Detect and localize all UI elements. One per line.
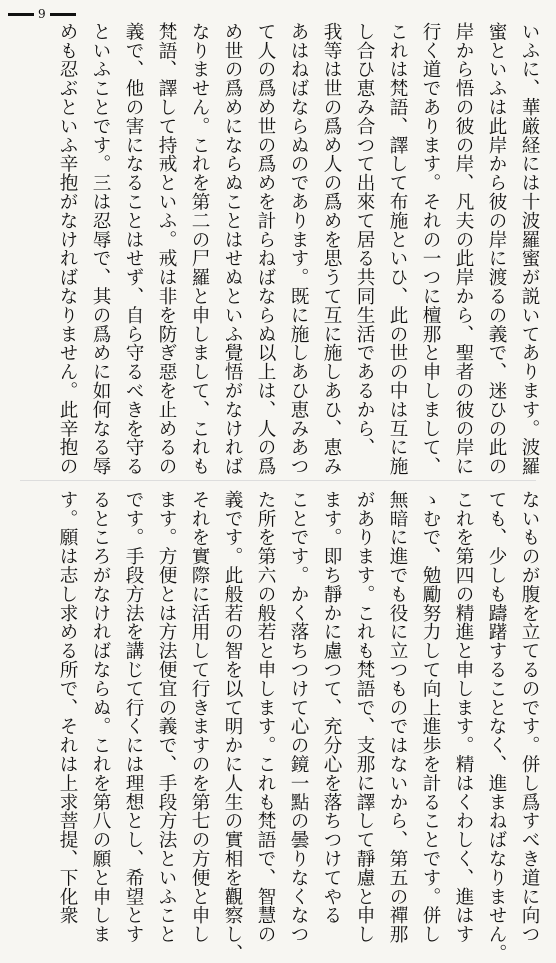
text-line: 梵語、譯して持戒といふ。戒は非を防ぎ惡を止めるの [156,22,177,476]
lower-text-block [51,490,546,963]
header-rule-right [50,13,76,16]
text-line: 無暗に進でも役に立つものではないから、第五の禪那 [387,490,408,944]
text-line: ても、少しも躊躇することなく、進まねばなりません。 [486,490,507,963]
text-line: 行く道であります。それの一つに檀那と申しまして、 [420,22,441,476]
text-line: ことです。かく落ちつけて心の鏡一點の曇りなくなつ [288,490,309,944]
text-line: めも忍ぶといふ辛抱がなければなりません。此辛抱の [57,22,78,476]
text-line: なりません。これを第二の尸羅と申しまして、これも [189,22,210,476]
page-number: 9 [38,7,46,21]
text-line: これは梵語、譯して布施といひ、此の世の中は互に施 [387,22,408,476]
text-line: た所を第六の般若と申します。これも梵語で、智慧の [255,490,276,944]
text-line: 岸から悟の彼の岸、凡夫の此岸から、聖者の彼の岸に [453,22,474,476]
text-line: があります。これも梵語で、支那に譯して靜慮と申し [354,490,375,944]
page-header [8,8,76,20]
block-divider [20,480,536,481]
text-line: それを實際に活用して行きますのを第七の方便と申し [189,490,210,944]
text-line: し合ひ恵み合つて出來て居る共同生活であるから、 [354,22,375,457]
text-line: ます。即ち靜かに慮つて、充分心を落ちつけてやる [321,490,342,925]
text-line: て人の爲め世の爲めを計らねばならぬ以上は、人の爲 [255,22,276,476]
text-line: す。願は志し求める所で、それは上求菩提、下化衆 [57,490,78,925]
text-line: いふに、華厳経には十波羅蜜が説いてあります。波羅 [519,22,540,476]
text-line: です。手段方法を講じて行くには理想とし、希望とす [123,490,144,944]
text-line: あはねばならぬのであります。既に施しあひ恵みあつ [288,22,309,476]
text-line: ゝむで、勉勵努力して向上進歩を計ることです。併し [420,490,441,944]
text-line: ます。方便とは方法便宜の義で、手段方法といふこと [156,490,177,944]
text-line: これを第四の精進と申します。精はくわしく、進はす [453,490,474,944]
header-rule-left [8,13,34,16]
text-line: 義で、他の害になることはせず、自ら守るべきを守る [123,22,144,476]
text-line: 我等は世の爲め人の爲めを思うて互に施しあひ、恵み [321,22,342,476]
text-line: といふことです。三は忍辱で、其の爲めに如何なる辱 [90,22,111,476]
text-line: るところがなければならぬ。これを第八の願と申しま [90,490,111,944]
text-line: 義です。此般若の智を以て明かに人生の實相を觀察し、 [222,490,243,963]
upper-text-block [51,22,546,474]
text-line: 蜜といふは此岸から彼の岸に渡るの義で、迷ひの此の [486,22,507,476]
text-line: め世の爲めにならぬことはせぬといふ覺悟がなければ [222,22,243,476]
text-line: ないものが腹を立てるのです。併し爲すべき道に向つ [519,490,540,944]
